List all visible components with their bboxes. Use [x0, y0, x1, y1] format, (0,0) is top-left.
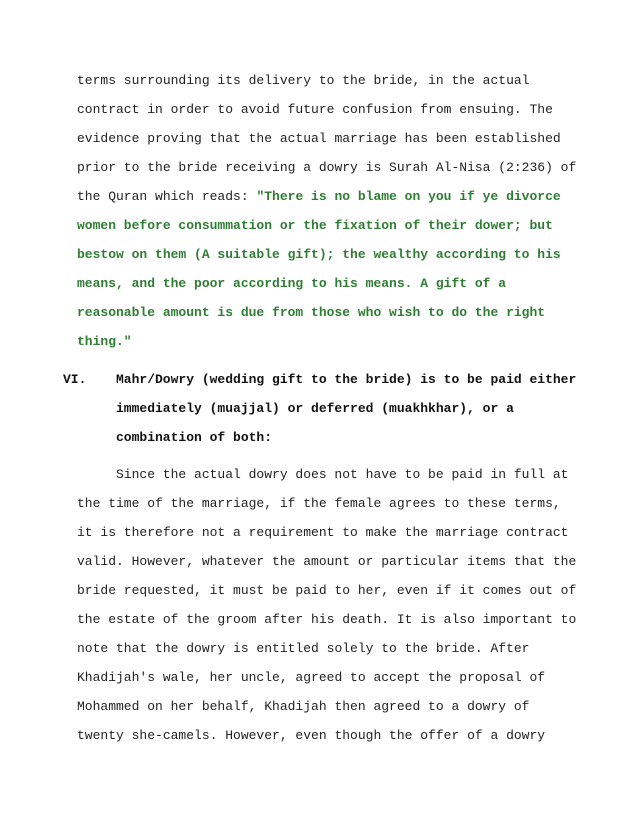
- body-line: the time of the marriage, if the female agrees to these terms,: [77, 496, 561, 511]
- quote-intro-line: [77, 189, 561, 205]
- quote-line: means, and the poor according to his means. A gift of a: [77, 276, 507, 291]
- quote-line: reasonable amount is due from those who wish to do the right: [77, 305, 546, 320]
- quote-line: thing.": [77, 334, 132, 349]
- body-line: it is therefore not a requirement to make the marriage contract: [77, 525, 569, 540]
- body-line: Khadijah's wale, her uncle, agreed to accept the proposal of: [77, 670, 546, 685]
- body-line: bride requested, it must be paid to her, even if it comes out of: [77, 583, 577, 598]
- quote-intro: the Quran which reads:: [77, 189, 257, 204]
- body-line: note that the dowry is entitled solely to the bride. After: [77, 641, 530, 656]
- quote-line: women before consummation or the fixation of their dower; but: [77, 218, 553, 233]
- quote-text: "There is no blame on you if ye divorce: [256, 189, 561, 204]
- body-line: evidence proving that the actual marriage has been established: [77, 131, 561, 146]
- section-number: VI.: [63, 372, 87, 387]
- body-line: Since the actual dowry does not have to be paid in full at: [116, 467, 569, 482]
- body-line: the estate of the groom after his death. It is also important to: [77, 612, 577, 627]
- section-heading-line: combination of both:: [116, 430, 273, 445]
- body-line: twenty she-camels. However, even though the offer of a dowry: [77, 728, 546, 743]
- body-line: valid. However, whatever the amount or particular items that the: [77, 554, 577, 569]
- section-heading-line: Mahr/Dowry (wedding gift to the bride) is to be paid either: [116, 372, 577, 387]
- body-line: terms surrounding its delivery to the bride, in the actual: [77, 73, 530, 88]
- body-line: contract in order to avoid future confusion from ensuing. The: [77, 102, 553, 117]
- section-heading-line: immediately (muajjal) or deferred (muakhkhar), or a: [116, 401, 514, 416]
- body-line: Mohammed on her behalf, Khadijah then agreed to a dowry of: [77, 699, 530, 714]
- quote-line: bestow on them (A suitable gift); the wealthy according to his: [77, 247, 561, 262]
- body-line: prior to the bride receiving a dowry is Surah Al-Nisa (2:236) of: [77, 160, 577, 175]
